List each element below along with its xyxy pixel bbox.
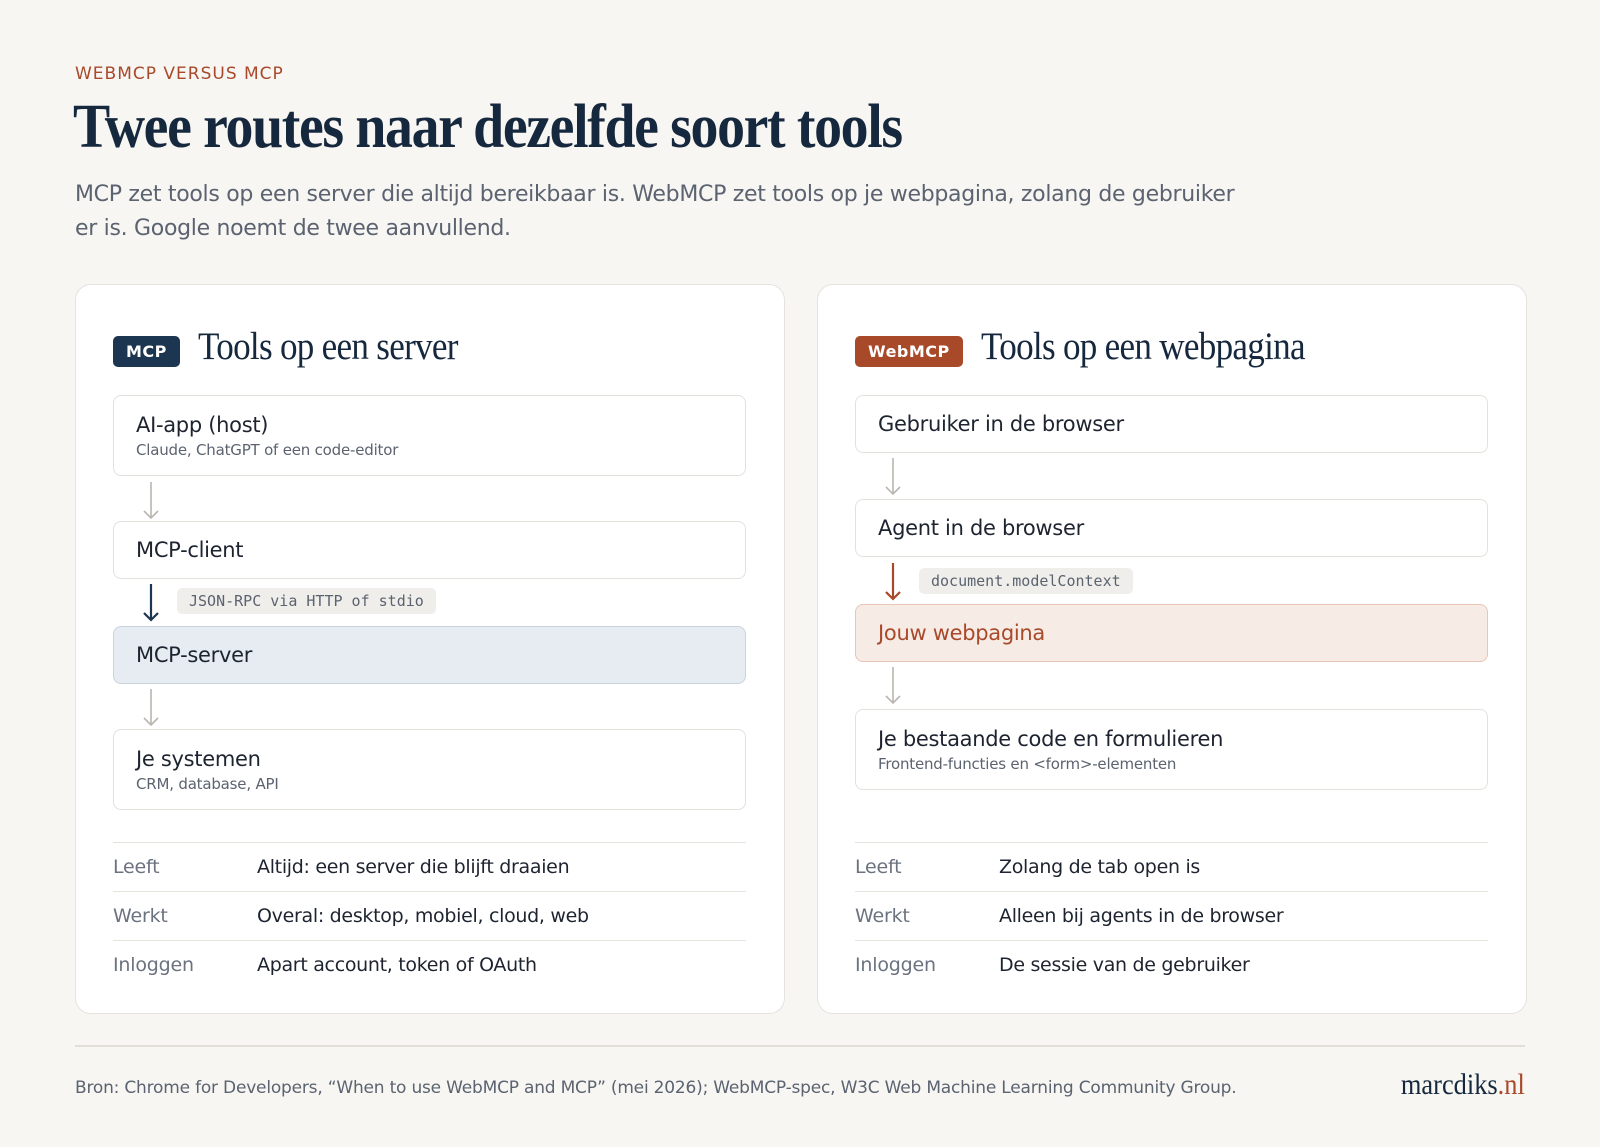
node-mcp-client xyxy=(113,521,746,579)
node-agent xyxy=(855,499,1488,557)
brand-logo[interactable] xyxy=(1401,1068,1525,1102)
node-ai-app xyxy=(113,395,746,476)
row-value: Overal: desktop, mobiel, cloud, web xyxy=(257,905,589,927)
mcp-badge: MCP xyxy=(113,336,180,367)
table-row xyxy=(113,842,746,891)
intro-text: MCP zet tools op een server die altijd bereikbaar is. WebMCP zet tools op je webpagina, zolang de gebruiker er is. Google noemt de twee aanvullend. xyxy=(75,182,1235,241)
node-gebruiker xyxy=(855,395,1488,453)
webmcp-panel xyxy=(817,284,1527,1014)
page-title: Twee routes naar dezelfde soort tools xyxy=(73,93,902,161)
brand-tld: .nl xyxy=(1497,1068,1525,1101)
row-value: Zolang de tab open is xyxy=(999,856,1201,878)
row-value: De sessie van de gebruiker xyxy=(999,954,1250,976)
node-subtitle: Frontend-functies en <form>-elementen xyxy=(878,754,1177,773)
row-key: Inloggen xyxy=(855,954,936,976)
row-key: Leeft xyxy=(113,856,160,878)
table-row xyxy=(113,940,746,989)
node-title: Jouw webpagina xyxy=(878,621,1045,645)
row-key: Werkt xyxy=(855,905,910,927)
table-row xyxy=(855,842,1488,891)
connector-label: JSON-RPC via HTTP of stdio xyxy=(177,588,436,614)
arrow-down-icon xyxy=(140,687,162,729)
node-title: AI-app (host) xyxy=(136,412,269,437)
node-subtitle: Claude, ChatGPT of een code-editor xyxy=(136,440,399,459)
row-value: Alleen bij agents in de browser xyxy=(999,905,1284,927)
connector-label: document.modelContext xyxy=(919,568,1133,594)
node-je-systemen xyxy=(113,729,746,810)
arrow-down-icon xyxy=(140,582,162,624)
node-mcp-server xyxy=(113,626,746,684)
brand-name: marcdiks xyxy=(1401,1068,1498,1101)
source-citation: Bron: Chrome for Developers, “When to use WebMCP and MCP” (mei 2026); WebMCP-spec, W3C Web Machine Learning Community Group. xyxy=(75,1078,1237,1098)
mcp-properties-table xyxy=(113,842,746,989)
node-title: Gebruiker in de browser xyxy=(878,412,1124,436)
node-title: Je bestaande code en formulieren xyxy=(878,726,1224,751)
node-title: MCP-server xyxy=(136,643,253,667)
node-subtitle: CRM, database, API xyxy=(136,774,279,793)
node-jouw-webpagina xyxy=(855,604,1488,662)
row-key: Leeft xyxy=(855,856,902,878)
table-row xyxy=(855,940,1488,989)
mcp-panel-title: Tools op een server xyxy=(197,324,458,368)
node-title: MCP-client xyxy=(136,538,244,562)
webmcp-panel-header xyxy=(855,321,1341,371)
arrow-down-icon xyxy=(882,665,904,707)
node-title: Agent in de browser xyxy=(878,516,1084,540)
arrow-down-icon xyxy=(882,456,904,498)
eyebrow: WEBMCP VERSUS MCP xyxy=(75,64,284,84)
webmcp-badge: WebMCP xyxy=(855,336,963,367)
node-title: Je systemen xyxy=(136,746,261,771)
row-value: Altijd: een server die blijft draaien xyxy=(257,856,570,878)
mcp-panel-header xyxy=(113,321,486,371)
table-row xyxy=(855,891,1488,940)
node-bestaande-code xyxy=(855,709,1488,790)
row-key: Werkt xyxy=(113,905,168,927)
arrow-down-icon xyxy=(140,480,162,522)
row-value: Apart account, token of OAuth xyxy=(257,954,537,976)
webmcp-properties-table xyxy=(855,842,1488,989)
arrow-down-icon xyxy=(882,561,904,603)
webmcp-panel-title: Tools op een webpagina xyxy=(980,324,1305,368)
footer-divider xyxy=(75,1045,1525,1047)
mcp-panel xyxy=(75,284,785,1014)
row-key: Inloggen xyxy=(113,954,194,976)
table-row xyxy=(113,891,746,940)
